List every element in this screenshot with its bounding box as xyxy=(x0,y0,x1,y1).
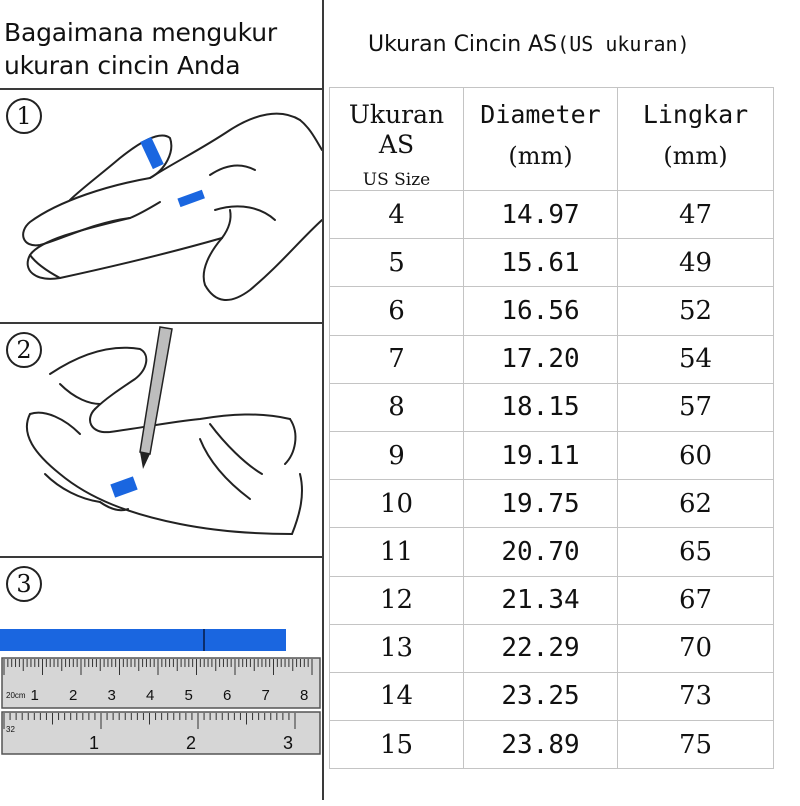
header-label: Diameter xyxy=(480,100,601,129)
step-3-number: 3 xyxy=(6,566,42,602)
ruler-number: 2 xyxy=(186,733,197,753)
cell-us-size: 7 xyxy=(330,335,464,383)
header-us-size xyxy=(330,88,464,191)
cell-circumference: 75 xyxy=(618,721,774,769)
title-sub: (US ukuran) xyxy=(557,32,690,56)
cell-diameter: 16.56 xyxy=(464,287,618,335)
cell-diameter: 23.89 xyxy=(464,721,618,769)
step-1-panel xyxy=(0,90,322,322)
cell-us-size: 13 xyxy=(330,624,464,672)
tape-strip xyxy=(177,190,205,207)
header-sublabel: (mm) xyxy=(508,142,573,170)
hand-with-tape-illustration xyxy=(0,90,322,322)
table-row xyxy=(330,672,774,720)
cell-circumference: 49 xyxy=(618,239,774,287)
tape-strip xyxy=(140,137,164,169)
cell-diameter: 19.75 xyxy=(464,480,618,528)
cell-circumference: 73 xyxy=(618,672,774,720)
cell-circumference: 54 xyxy=(618,335,774,383)
ruler-number: 1 xyxy=(30,687,39,704)
cell-us-size: 5 xyxy=(330,239,464,287)
ruler-number: 6 xyxy=(223,687,232,704)
cell-diameter: 18.15 xyxy=(464,383,618,431)
ruler-icon xyxy=(0,656,322,806)
header-label: Lingkar xyxy=(642,100,749,129)
table-row xyxy=(330,528,774,576)
table-row xyxy=(330,335,774,383)
cell-us-size: 10 xyxy=(330,480,464,528)
cell-circumference: 62 xyxy=(618,480,774,528)
cell-circumference: 60 xyxy=(618,431,774,479)
cell-diameter: 23.25 xyxy=(464,672,618,720)
cell-us-size: 11 xyxy=(330,528,464,576)
table-row xyxy=(330,480,774,528)
cell-diameter: 14.97 xyxy=(464,191,618,239)
ruler-number: 5 xyxy=(184,687,193,704)
ruler-number: 7 xyxy=(261,687,270,704)
cell-us-size: 15 xyxy=(330,721,464,769)
cell-circumference: 70 xyxy=(618,624,774,672)
header-label: Ukuran AS xyxy=(348,100,445,159)
table-row xyxy=(330,239,774,287)
table-row xyxy=(330,191,774,239)
table-row xyxy=(330,431,774,479)
step-3-panel xyxy=(0,558,322,800)
marker-pen xyxy=(140,327,172,469)
header-diameter xyxy=(464,88,618,191)
table-row xyxy=(330,287,774,335)
title-line-1: Bagaimana mengukur xyxy=(4,18,277,47)
tape-strip xyxy=(110,476,137,497)
cell-circumference: 65 xyxy=(618,528,774,576)
instructions-column xyxy=(0,0,322,800)
measured-tape-strip xyxy=(0,629,286,651)
instructions-title xyxy=(4,16,277,82)
step-2-number: 2 xyxy=(6,332,42,368)
ruler-number: 2 xyxy=(69,687,78,704)
cell-us-size: 8 xyxy=(330,383,464,431)
cell-us-size: 4 xyxy=(330,191,464,239)
ruler-corner-label: 20cm xyxy=(6,691,26,700)
column-divider xyxy=(322,0,324,800)
header-sublabel: US Size xyxy=(362,170,431,190)
title-line-2: ukuran cincin Anda xyxy=(4,51,241,80)
cell-diameter: 19.11 xyxy=(464,431,618,479)
tape-mark xyxy=(203,629,205,651)
hand-marking-pen-illustration xyxy=(0,324,322,556)
cell-us-size: 9 xyxy=(330,431,464,479)
cell-us-size: 14 xyxy=(330,672,464,720)
ruler-number: 3 xyxy=(107,687,116,704)
step-1-number: 1 xyxy=(6,98,42,134)
table-header-row xyxy=(330,88,774,191)
cell-us-size: 6 xyxy=(330,287,464,335)
cell-diameter: 21.34 xyxy=(464,576,618,624)
cell-diameter: 15.61 xyxy=(464,239,618,287)
step-2-panel xyxy=(0,324,322,556)
cell-circumference: 52 xyxy=(618,287,774,335)
header-circumference xyxy=(618,88,774,191)
ruler-number: 1 xyxy=(89,733,100,753)
cell-us-size: 12 xyxy=(330,576,464,624)
size-chart-title xyxy=(368,32,690,57)
cell-diameter: 22.29 xyxy=(464,624,618,672)
cell-circumference: 67 xyxy=(618,576,774,624)
cell-diameter: 17.20 xyxy=(464,335,618,383)
cell-circumference: 47 xyxy=(618,191,774,239)
table-row xyxy=(330,624,774,672)
header-sublabel: (mm) xyxy=(663,142,728,170)
ruler-number: 8 xyxy=(300,687,309,704)
ring-size-table xyxy=(329,87,774,769)
table-row xyxy=(330,721,774,769)
ruler-corner-label: 32 xyxy=(6,725,15,734)
table-row xyxy=(330,576,774,624)
title-main: Ukuran Cincin AS xyxy=(368,32,558,57)
cell-diameter: 20.70 xyxy=(464,528,618,576)
table-row xyxy=(330,383,774,431)
cell-circumference: 57 xyxy=(618,383,774,431)
ruler-number: 4 xyxy=(146,687,155,704)
ruler-number: 3 xyxy=(283,733,294,753)
